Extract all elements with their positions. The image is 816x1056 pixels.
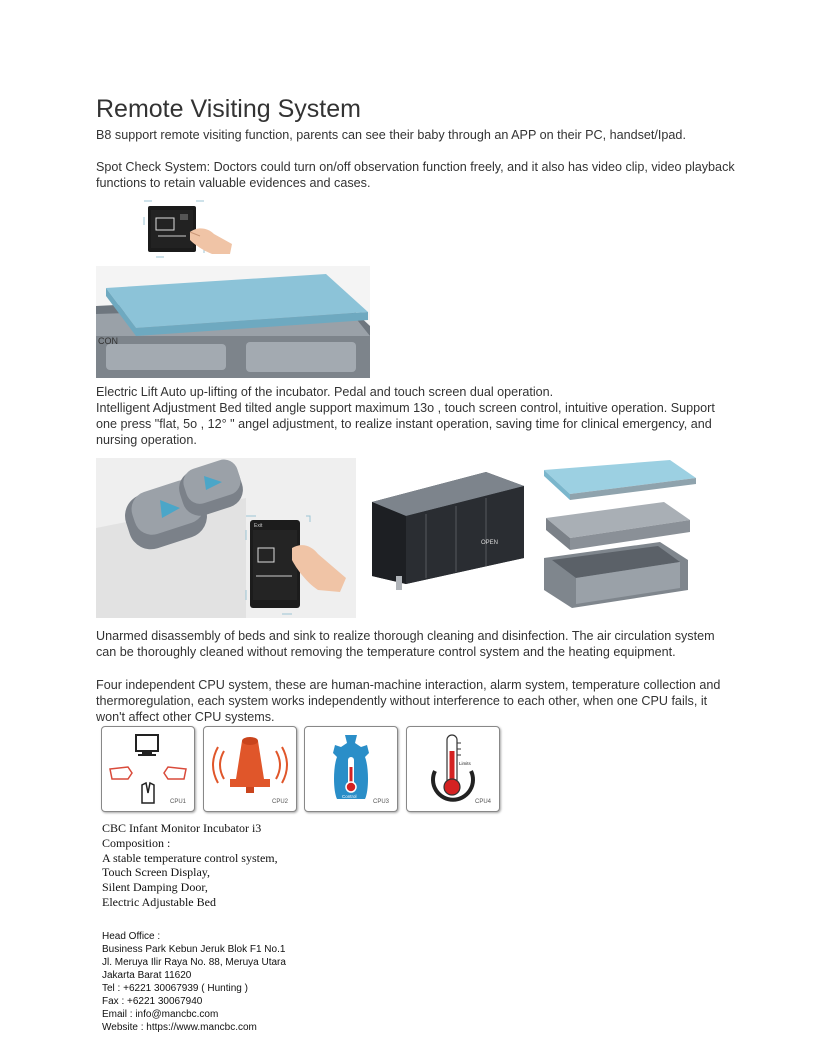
electric-lift-text: Electric Lift Auto up-lifting of the incubator. Pedal and touch screen dual operation. [96,385,554,399]
cpu2-label: CPU2 [271,799,288,805]
product-name: CBC Infant Monitor Incubator i3 [102,821,262,835]
office-line: Business Park Kebun Jeruk Blok F1 No.1 [102,944,286,955]
remote-visiting-text: B8 support remote visiting function, parents can see their baby through an APP on their PC, handset/Ipad. [96,128,686,142]
disassembled-tray-image [540,458,698,614]
adjustment-bed-text: Intelligent Adjustment Bed tilted angle support maximum 13o , touch screen control, intuitive operation. Support one press "flat, 5o , 12° " angel adjustment, to realize instant operation, saving time for clinical emergency, and nursing operation. [96,401,715,447]
composition-item: Silent Damping Door, [102,880,208,894]
pedal-and-screen-image [96,458,356,618]
screen-exit-label: Exit [254,523,263,529]
composition-item: A stable temperature control system, [102,851,278,865]
office-heading: Head Office : [102,931,161,942]
cpu4-label: CPU4 [474,799,491,805]
thermometer-text: Limits [459,761,471,766]
tank-open-label: OPEN [481,540,499,546]
cpu1-card [101,726,195,812]
cpu4-card [406,726,500,812]
cpu3-card [304,726,398,812]
adjustable-bed-image [96,266,370,378]
svg-text:CON: CON [98,336,118,346]
office-line: Jl. Meruya Ilir Raya No. 88, Meruya Utara [102,957,286,968]
water-bag-text: Control [342,794,357,799]
page-title: Remote Visiting System [96,95,361,123]
office-line: Jakarta Barat 11620 [102,970,192,981]
touch-screen-image [142,198,237,266]
composition-item: Touch Screen Display, [102,865,211,879]
office-line: Fax : +6221 30067940 [102,996,203,1007]
cpu3-label: CPU3 [372,799,389,805]
office-line: Tel : +6221 30067939 ( Hunting ) [102,983,248,994]
composition-label: Composition : [102,836,171,850]
office-email: Email : info@mancbc.com [102,1009,219,1020]
spot-check-text: Spot Check System: Doctors could turn on/off observation function freely, and it also has video clip, video playback functions to retain valuable evidences and cases. [96,160,735,190]
cpu1-label: CPU1 [169,799,186,805]
cpu2-card [203,726,297,812]
composition-item: Electric Adjustable Bed [102,895,216,909]
office-website: Website : https://www.mancbc.com [102,1022,257,1033]
disassembly-text: Unarmed disassembly of beds and sink to realize thorough cleaning and disinfection. The air circulation system can be thoroughly cleaned without removing the temperature control system and the heating equipment. [96,629,715,659]
cpu-system-text: Four independent CPU system, these are human-machine interaction, alarm system, temperature collection and thermoregulation, each system works independently without interference to each other, when one CPU fails, it won't affect other CPU systems. [96,678,721,724]
water-tank-image [366,462,528,594]
